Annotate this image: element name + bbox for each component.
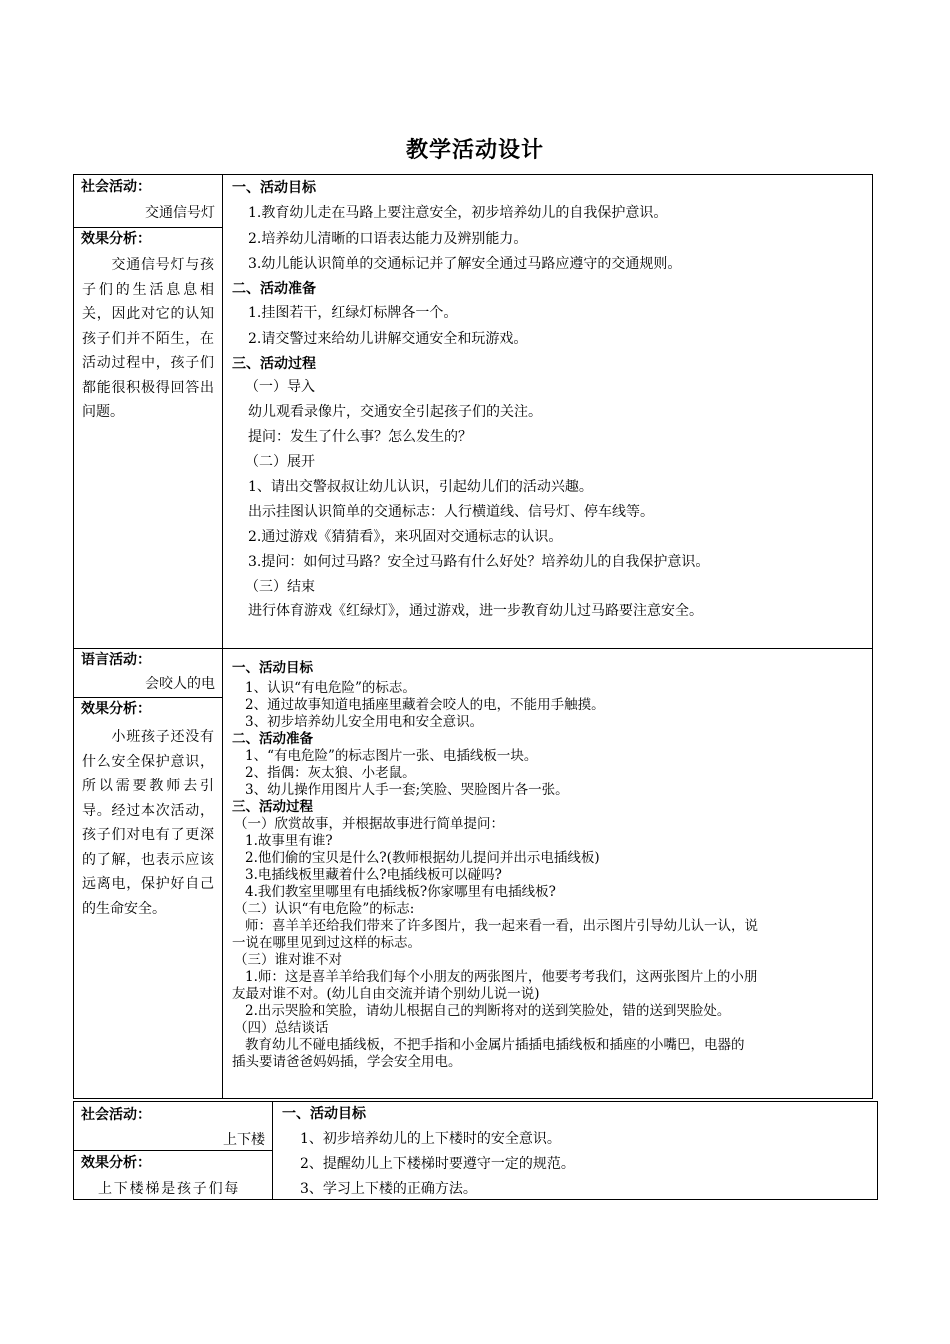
section-traffic-light xyxy=(73,174,873,649)
activity-label: 语言活动： xyxy=(81,652,151,668)
analysis-text: 上下楼梯是孩子们每 xyxy=(98,1181,241,1197)
analysis-text: 小班孩子还没有什么安全保护意识，所以需要教师去引导。经过本次活动，孩子们对电有了更深的了解，也表示应该远离电，保护好自己的生命安全。 xyxy=(82,729,214,917)
goal-line: 3、学习上下楼的正确方法。 xyxy=(300,1181,477,1197)
process-line: （三）谁对谁不对 xyxy=(234,952,342,968)
process-line: 插头要请爸爸妈妈插，学会安全用电。 xyxy=(232,1054,462,1070)
analysis-label: 效果分析： xyxy=(81,231,151,247)
goal-line: 1、认识“有电危险”的标志。 xyxy=(245,680,416,696)
heading-process: 三、活动过程 xyxy=(232,356,316,372)
activity-name: 上下楼 xyxy=(223,1132,265,1148)
process-line: 3.电插线板里藏着什么?电插线板可以碰吗? xyxy=(245,867,502,883)
goal-line: 1.教育幼儿走在马路上要注意安全，初步培养幼儿的自我保护意识。 xyxy=(248,205,668,221)
goal-line: 2、提醒幼儿上下楼梯时要遵守一定的规范。 xyxy=(300,1156,575,1172)
prep-line: 2.请交警过来给幼儿讲解交通安全和玩游戏。 xyxy=(248,331,528,347)
prep-line: 3、幼儿操作用图片人手一套;笑脸、哭脸图片各一张。 xyxy=(245,782,569,798)
process-line: 出示挂图认识简单的交通标志：人行横道线、信号灯、停车线等。 xyxy=(248,504,654,520)
process-line: 提问：发生了什么事？怎么发生的？ xyxy=(248,429,472,445)
process-line: 2.出示哭脸和笑脸，请幼儿根据自己的判断将对的送到笑脸处，错的送到哭脸处。 xyxy=(245,1003,731,1019)
process-line: 教育幼儿不碰电插线板，不把手指和小金属片插插电插线板和插座的小嘴巴，电器的 xyxy=(245,1037,745,1053)
heading-goals: 一、活动目标 xyxy=(232,660,313,676)
prep-line: 2、指偶：灰太狼、小老鼠。 xyxy=(245,765,416,781)
section-stairs xyxy=(73,1101,878,1200)
process-line: （三）结束 xyxy=(245,579,315,595)
process-line: （二）展开 xyxy=(245,454,315,470)
process-line: 友最对谁不对。(幼儿自由交流并请个别幼儿说一说) xyxy=(232,986,540,1002)
analysis-text: 交通信号灯与孩子们的生活息息相关，因此对它的认知孩子们并不陌生，在活动过程中，孩子们都能很积极得回答出问题。 xyxy=(82,257,214,420)
process-line: 2.通过游戏《猜猜看》，来巩固对交通标志的认识。 xyxy=(248,529,563,545)
prep-line: 1.挂图若干，红绿灯标牌各一个。 xyxy=(248,305,458,321)
heading-goals: 一、活动目标 xyxy=(232,180,316,196)
heading-prep: 二、活动准备 xyxy=(232,281,316,297)
goal-line: 2、通过故事知道电插座里藏着会咬人的电，不能用手触摸。 xyxy=(245,697,605,713)
activity-name: 会咬人的电 xyxy=(145,676,215,692)
process-line: 4.我们教室里哪里有电插线板?你家哪里有电插线板? xyxy=(245,884,556,900)
goal-line: 3.幼儿能认识简单的交通标记并了解安全通过马路应遵守的交通规则。 xyxy=(248,256,682,272)
process-line: 3.提问：如何过马路？安全过马路有什么好处？培养幼儿的自我保护意识。 xyxy=(248,554,710,570)
activity-name: 交通信号灯 xyxy=(145,205,215,221)
process-line: 一说在哪里见到过这样的标志。 xyxy=(232,935,421,951)
heading-prep: 二、活动准备 xyxy=(232,731,313,747)
process-line: （一）导入 xyxy=(245,379,315,395)
process-line: 1.师：这是喜羊羊给我们每个小朋友的两张图片，他要考考我们，这两张图片上的小朋 xyxy=(245,969,758,985)
process-line: 1、请出交警叔叔让幼儿认识，引起幼儿们的活动兴趣。 xyxy=(248,479,593,495)
analysis-label: 效果分析： xyxy=(81,701,151,717)
prep-line: 1、“有电危险”的标志图片一张、电插线板一块。 xyxy=(245,748,538,764)
goal-line: 3、初步培养幼儿安全用电和安全意识。 xyxy=(245,714,484,730)
process-line: 幼儿观看录像片，交通安全引起孩子们的关注。 xyxy=(248,404,542,420)
section-electricity xyxy=(73,648,873,1099)
process-line: 师：喜羊羊还给我们带来了许多图片，我一起来看一看，出示图片引导幼儿认一认，说 xyxy=(245,918,758,934)
process-line: 1.故事里有谁? xyxy=(245,833,333,849)
process-line: 2.他们偷的宝贝是什么?(教师根据幼儿提问并出示电插线板) xyxy=(245,850,600,866)
process-line: 进行体育游戏《红绿灯》，通过游戏，进一步教育幼儿过马路要注意安全。 xyxy=(248,603,703,619)
activity-label: 社会活动： xyxy=(81,179,151,195)
page-title: 教学活动设计 xyxy=(405,137,544,163)
process-line: （四）总结谈话 xyxy=(234,1020,329,1036)
goal-line: 2.培养幼儿清晰的口语表达能力及辨别能力。 xyxy=(248,231,528,247)
process-line: （二）认识“有电危险”的标志: xyxy=(234,901,415,917)
heading-goals: 一、活动目标 xyxy=(282,1106,366,1122)
goal-line: 1、初步培养幼儿的上下楼时的安全意识。 xyxy=(300,1131,561,1147)
process-line: （一）欣赏故事，并根据故事进行简单提问： xyxy=(234,816,504,832)
analysis-label: 效果分析： xyxy=(81,1155,151,1171)
activity-label: 社会活动： xyxy=(81,1107,151,1123)
heading-process: 三、活动过程 xyxy=(232,799,313,815)
